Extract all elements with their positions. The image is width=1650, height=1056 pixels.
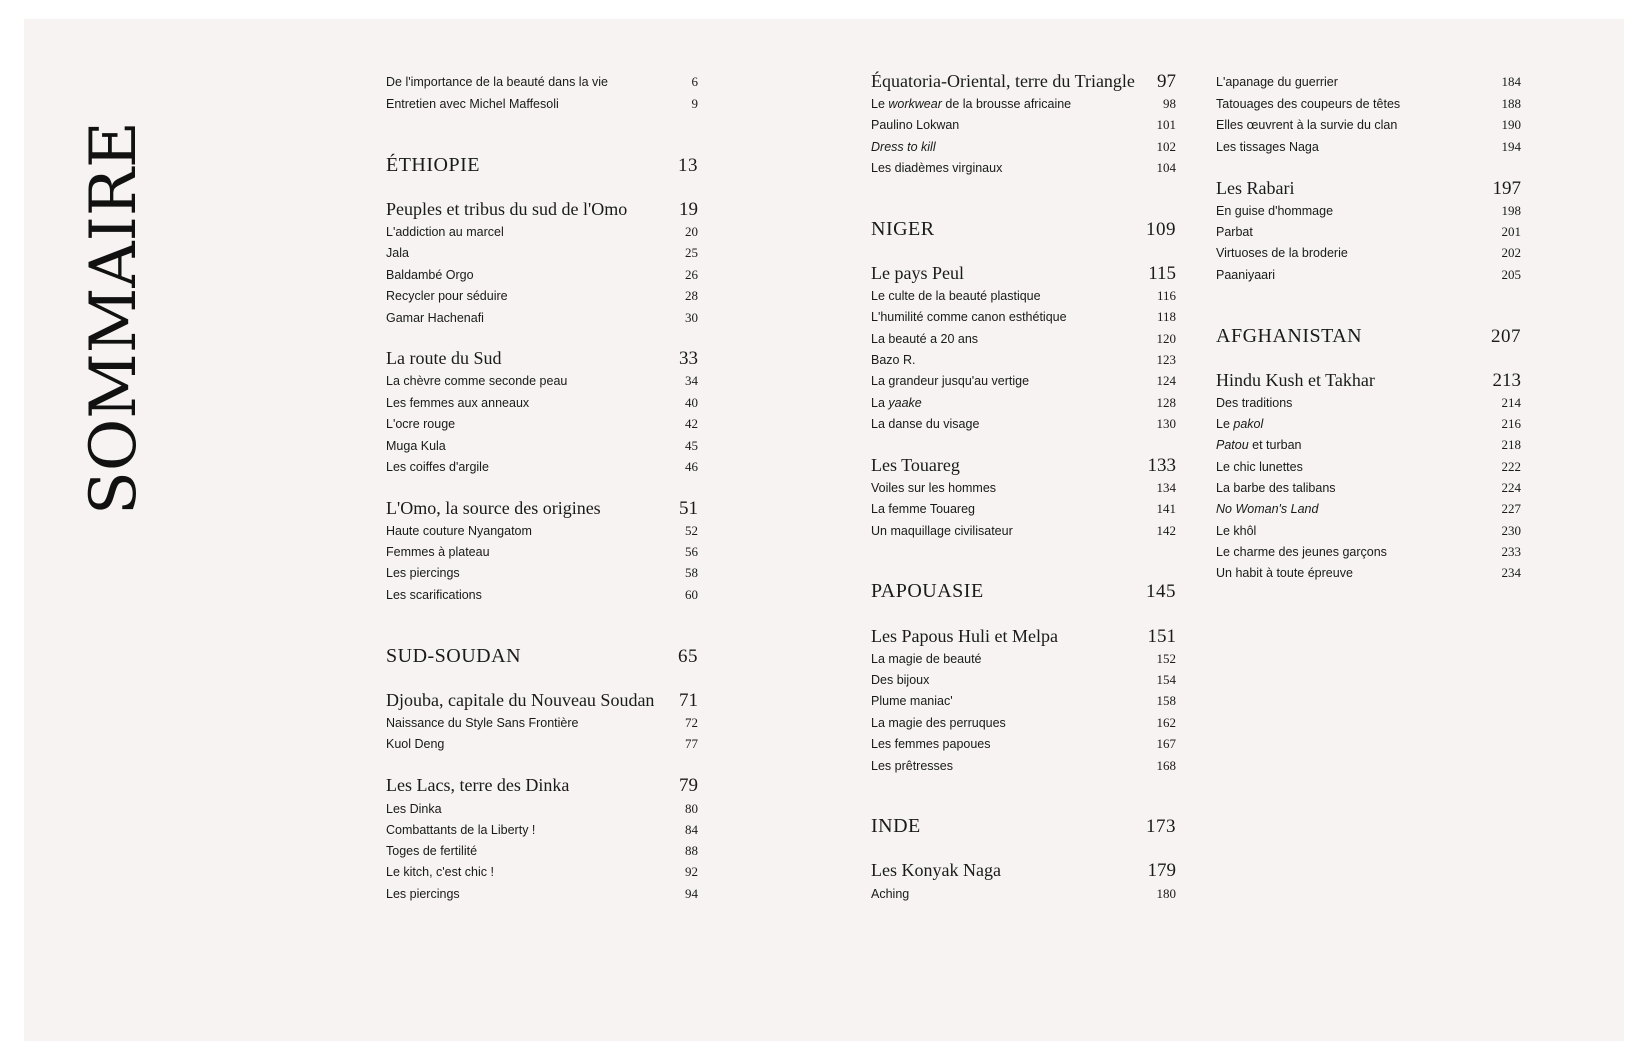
toc-entry-label: Les tissages Naga [1216, 140, 1319, 154]
toc-entry[interactable] [871, 714, 1176, 732]
toc-entry[interactable] [386, 522, 698, 540]
toc-page-number: 130 [1156, 416, 1176, 431]
toc-page-number: 190 [1501, 117, 1521, 132]
toc-entry[interactable] [386, 394, 698, 412]
toc-entry-label: Le kitch, c'est chic ! [386, 865, 494, 879]
toc-entry-label: Les Konyak Naga [871, 860, 1001, 880]
toc-page-number: 152 [1156, 651, 1176, 666]
toc-entry[interactable] [1216, 436, 1521, 454]
toc-entry[interactable] [871, 287, 1176, 305]
toc-page-number: 142 [1156, 523, 1176, 538]
toc-page-number: 84 [685, 822, 698, 837]
toc-page-number: 19 [679, 199, 698, 220]
toc-section-heading[interactable] [871, 624, 1176, 648]
toc-entry[interactable] [386, 863, 698, 881]
toc-entry-label: Hindu Kush et Takhar [1216, 370, 1375, 390]
toc-entry-label: Des traditions [1216, 396, 1293, 410]
toc-entry-label: Baldambé Orgo [386, 268, 474, 282]
toc-section-heading[interactable] [1216, 176, 1521, 200]
toc-entry[interactable] [1216, 415, 1521, 433]
toc-entry-label: La danse du visage [871, 417, 980, 431]
toc-entry-label: Recycler pour séduire [386, 289, 508, 303]
toc-entry-label: Djouba, capitale du Nouveau Soudan [386, 690, 655, 710]
toc-page-number: 88 [685, 843, 698, 858]
toc-entry[interactable] [386, 287, 698, 305]
toc-entry-label: PAPOUASIE [871, 580, 984, 602]
toc-page-number: 154 [1156, 672, 1176, 687]
toc-entry-label: En guise d'hommage [1216, 204, 1334, 218]
toc-page-number: 133 [1147, 455, 1176, 476]
toc-entry[interactable] [871, 415, 1176, 433]
toc-page-number: 72 [685, 715, 698, 730]
toc-column-1 [386, 0, 698, 1000]
toc-entry[interactable] [386, 842, 698, 860]
toc-entry[interactable] [1216, 95, 1521, 113]
toc-entry[interactable] [386, 586, 698, 604]
toc-entry[interactable] [386, 73, 698, 91]
toc-entry-label: La beauté a 20 ans [871, 332, 979, 346]
toc-country-heading[interactable] [871, 577, 1176, 605]
toc-page-number: 101 [1156, 117, 1176, 132]
toc-entry[interactable] [871, 351, 1176, 369]
toc-entry-label: Un maquillage civilisateur [871, 524, 1013, 538]
toc-entry-label: No Woman's Land [1216, 502, 1319, 516]
toc-country-heading[interactable] [871, 812, 1176, 840]
toc-entry-label: L'apanage du guerrier [1216, 75, 1338, 89]
toc-entry[interactable] [386, 372, 698, 390]
toc-entry-label: La yaake [871, 396, 922, 410]
toc-page-number: 40 [685, 395, 698, 410]
toc-page-number: 102 [1156, 139, 1176, 154]
toc-entry-label: ÉTHIOPIE [386, 154, 480, 176]
toc-entry-label: Voiles sur les hommes [871, 481, 997, 495]
toc-page-number: 184 [1501, 74, 1521, 89]
toc-entry-label: L'Omo, la source des origines [386, 498, 601, 518]
toc-entry[interactable] [1216, 138, 1521, 156]
toc-page-number: 52 [685, 523, 698, 538]
toc-page-number: 58 [685, 565, 698, 580]
toc-page-number: 60 [685, 587, 698, 602]
toc-page-number: 216 [1501, 416, 1521, 431]
toc-page-number: 33 [679, 348, 698, 369]
toc-section-heading[interactable] [871, 858, 1176, 882]
toc-page-number: 214 [1501, 395, 1521, 410]
toc-entry[interactable] [871, 479, 1176, 497]
toc-entry-label: Entretien avec Michel Maffesoli [386, 97, 559, 111]
toc-entry-label: La magie de beauté [871, 652, 982, 666]
toc-entry-label: L'humilité comme canon esthétique [871, 310, 1067, 324]
toc-entry-label: De l'importance de la beauté dans la vie [386, 75, 608, 89]
toc-entry[interactable] [386, 437, 698, 455]
toc-page-number: 25 [685, 245, 698, 260]
toc-page-number: 188 [1501, 96, 1521, 111]
toc-entry[interactable] [871, 372, 1176, 390]
toc-section-heading[interactable] [871, 453, 1176, 477]
toc-entry[interactable] [1216, 223, 1521, 241]
toc-page-number: 34 [685, 373, 698, 388]
toc-entry-label: Patou et turban [1216, 438, 1302, 452]
toc-page-number: 167 [1156, 736, 1176, 751]
toc-entry[interactable] [1216, 394, 1521, 412]
toc-entry-label: Dress to kill [871, 140, 936, 154]
toc-entry-label: La barbe des talibans [1216, 481, 1336, 495]
toc-page-number: 20 [685, 224, 698, 239]
toc-entry-label: La route du Sud [386, 348, 502, 368]
toc-entry-label: Jala [386, 246, 409, 260]
toc-page-number: 71 [679, 690, 698, 711]
toc-page-number: 79 [679, 775, 698, 796]
toc-page-number: 56 [685, 544, 698, 559]
toc-entry[interactable] [386, 735, 698, 753]
toc-entry-label: La femme Touareg [871, 502, 975, 516]
toc-page-number: 98 [1163, 96, 1176, 111]
toc-entry-label: Le chic lunettes [1216, 460, 1303, 474]
toc-entry[interactable] [1216, 202, 1521, 220]
toc-entry-label: Les piercings [386, 887, 460, 901]
toc-entry-label: Parbat [1216, 225, 1253, 239]
toc-entry[interactable] [871, 735, 1176, 753]
toc-page-number: 151 [1147, 626, 1176, 647]
toc-entry-label: Le khôl [1216, 524, 1257, 538]
toc-page-number: 97 [1157, 71, 1176, 92]
page-title: SOMMAIRE [77, 121, 151, 515]
toc-entry-label: SUD-SOUDAN [386, 645, 522, 667]
toc-page-number: 134 [1156, 480, 1176, 495]
toc-page-number: 30 [685, 310, 698, 325]
toc-page-number: 51 [679, 498, 698, 519]
toc-page-number: 115 [1148, 263, 1176, 284]
toc-entry[interactable] [871, 159, 1176, 177]
toc-entry-label: Les Papous Huli et Melpa [871, 626, 1058, 646]
toc-page-number: 116 [1156, 288, 1176, 303]
toc-entry-label: Les coiffes d'argile [386, 460, 489, 474]
toc-page-number: 45 [685, 438, 698, 453]
toc-entry-label: La grandeur jusqu'au vertige [871, 374, 1030, 388]
toc-entry[interactable] [386, 885, 698, 903]
toc-entry-label: Paulino Lokwan [871, 118, 960, 132]
toc-entry[interactable] [871, 116, 1176, 134]
toc-entry-label: Les scarifications [386, 588, 482, 602]
toc-page-number: 42 [685, 416, 698, 431]
toc-page-number: 234 [1501, 565, 1521, 580]
toc-page-number: 227 [1501, 501, 1521, 516]
toc-page-number: 198 [1501, 203, 1521, 218]
toc-page-number: 92 [685, 864, 698, 879]
toc-entry-label: Plume maniac' [871, 694, 953, 708]
toc-entry[interactable] [1216, 73, 1521, 91]
toc-entry-label: Les diadèmes virginaux [871, 161, 1003, 175]
toc-entry-label: Le pakol [1216, 417, 1264, 431]
toc-country-heading[interactable] [1216, 322, 1521, 350]
toc-section-heading[interactable] [386, 197, 698, 221]
toc-entry-label: Toges de fertilité [386, 844, 478, 858]
toc-column-3 [1216, 0, 1521, 1000]
toc-entry[interactable] [1216, 564, 1521, 582]
toc-page-number: 65 [678, 646, 698, 667]
toc-entry[interactable] [386, 415, 698, 433]
toc-entry[interactable] [871, 522, 1176, 540]
toc-page-number: 179 [1147, 860, 1176, 881]
toc-page-number: 173 [1146, 816, 1176, 837]
toc-page-number: 224 [1501, 480, 1521, 495]
toc-entry[interactable] [871, 138, 1176, 156]
toc-page-number: 94 [685, 886, 698, 901]
toc-entry-label: Elles œuvrent à la survie du clan [1216, 118, 1398, 132]
toc-entry-label: NIGER [871, 218, 935, 240]
toc-section-heading[interactable] [871, 69, 1176, 93]
toc-page-number: 145 [1146, 581, 1176, 602]
toc-entry-label: Les femmes aux anneaux [386, 396, 530, 410]
toc-page-number: 194 [1501, 139, 1521, 154]
toc-entry-label: Tatouages des coupeurs de têtes [1216, 97, 1401, 111]
toc-entry-label: La magie des perruques [871, 716, 1006, 730]
toc-entry[interactable] [386, 821, 698, 839]
toc-page-number: 28 [685, 288, 698, 303]
toc-entry-label: Paaniyaari [1216, 268, 1276, 282]
toc-entry[interactable] [1216, 458, 1521, 476]
toc-section-heading[interactable] [871, 261, 1176, 285]
toc-page-number: 13 [678, 155, 698, 176]
toc-page-number: 46 [685, 459, 698, 474]
toc-entry[interactable] [871, 330, 1176, 348]
toc-entry-label: L'addiction au marcel [386, 225, 504, 239]
toc-entry-label: Les Touareg [871, 455, 960, 475]
toc-page-number: 104 [1156, 160, 1176, 175]
toc-entry[interactable] [386, 564, 698, 582]
toc-page-number: 120 [1156, 331, 1176, 346]
toc-entry-label: Gamar Hachenafi [386, 311, 484, 325]
toc-page-number: 158 [1156, 693, 1176, 708]
toc-entry-label: Muga Kula [386, 439, 446, 453]
toc-page-number: 123 [1156, 352, 1176, 367]
toc-page-number: 218 [1501, 437, 1521, 452]
toc-entry[interactable] [386, 800, 698, 818]
toc-entry[interactable] [871, 394, 1176, 412]
toc-column-2 [871, 0, 1176, 1000]
toc-section-heading[interactable] [1216, 368, 1521, 392]
toc-page-number: 6 [691, 74, 698, 89]
toc-page-number: 162 [1156, 715, 1176, 730]
toc-entry[interactable] [871, 757, 1176, 775]
toc-entry-label: Équatoria-Oriental, terre du Triangle [871, 71, 1135, 91]
toc-section-heading[interactable] [386, 496, 698, 520]
toc-entry[interactable] [871, 650, 1176, 668]
toc-page-number: 26 [685, 267, 698, 282]
toc-country-heading[interactable] [871, 215, 1176, 243]
toc-entry-label: La chèvre comme seconde peau [386, 374, 568, 388]
toc-entry[interactable] [386, 309, 698, 327]
toc-entry-label: Kuol Deng [386, 737, 445, 751]
toc-entry-label: Les prêtresses [871, 759, 953, 773]
toc-page-number: 202 [1501, 245, 1521, 260]
toc-page-number: 80 [685, 801, 698, 816]
toc-entry[interactable] [871, 308, 1176, 326]
toc-entry-label: Haute couture Nyangatom [386, 524, 532, 538]
toc-entry[interactable] [386, 223, 698, 241]
toc-page-number: 233 [1501, 544, 1521, 559]
toc-page-number: 109 [1146, 219, 1176, 240]
toc-page-number: 205 [1501, 267, 1521, 282]
toc-entry[interactable] [871, 500, 1176, 518]
toc-page-number: 207 [1491, 326, 1521, 347]
toc-entry[interactable] [1216, 522, 1521, 540]
toc-entry[interactable] [871, 885, 1176, 903]
toc-entry-label: Bazo R. [871, 353, 916, 367]
toc-page-number: 77 [685, 736, 698, 751]
toc-page-number: 128 [1156, 395, 1176, 410]
toc-section-heading[interactable] [386, 773, 698, 797]
toc-entry[interactable] [386, 266, 698, 284]
toc-entry[interactable] [1216, 500, 1521, 518]
toc-page-number: 168 [1156, 758, 1176, 773]
toc-page-number: 124 [1156, 373, 1176, 388]
toc-entry[interactable] [386, 714, 698, 732]
toc-entry-label: Les piercings [386, 566, 460, 580]
toc-entry[interactable] [386, 95, 698, 113]
toc-entry-label: Les Rabari [1216, 178, 1295, 198]
toc-entry-label: Le pays Peul [871, 263, 964, 283]
toc-entry[interactable] [1216, 266, 1521, 284]
toc-entry-label: Peuples et tribus du sud de l'Omo [386, 199, 628, 219]
toc-entry-label: INDE [871, 815, 921, 837]
toc-page-number: 9 [691, 96, 698, 111]
toc-entry[interactable] [1216, 116, 1521, 134]
toc-entry-label: Le charme des jeunes garçons [1216, 545, 1387, 559]
toc-page-number: 213 [1492, 370, 1521, 391]
toc-page-number: 141 [1156, 501, 1176, 516]
toc-page-number: 230 [1501, 523, 1521, 538]
toc-entry-label: Femmes à plateau [386, 545, 490, 559]
toc-entry[interactable] [871, 95, 1176, 113]
toc-entry[interactable] [386, 458, 698, 476]
toc-entry-label: Un habit à toute épreuve [1216, 566, 1353, 580]
toc-entry[interactable] [386, 543, 698, 561]
toc-entry[interactable] [871, 671, 1176, 689]
toc-entry-label: Naissance du Style Sans Frontière [386, 716, 579, 730]
toc-page-number: 222 [1501, 459, 1521, 474]
toc-entry-label: Les Lacs, terre des Dinka [386, 775, 570, 795]
toc-entry[interactable] [386, 244, 698, 262]
toc-entry-label: Des bijoux [871, 673, 930, 687]
toc-entry-label: Les femmes papoues [871, 737, 991, 751]
toc-entry-label: L'ocre rouge [386, 417, 456, 431]
toc-entry-label: Le culte de la beauté plastique [871, 289, 1041, 303]
toc-section-heading[interactable] [386, 346, 698, 370]
toc-entry-label: Virtuoses de la broderie [1216, 246, 1348, 260]
toc-entry-label: Aching [871, 887, 910, 901]
toc-country-heading[interactable] [386, 151, 698, 179]
toc-section-heading[interactable] [386, 688, 698, 712]
toc-page-number: 201 [1501, 224, 1521, 239]
toc-page-number: 180 [1156, 886, 1176, 901]
toc-page-number: 118 [1156, 309, 1176, 324]
toc-entry[interactable] [1216, 479, 1521, 497]
toc-entry-label: AFGHANISTAN [1216, 325, 1363, 347]
toc-entry-label: Les Dinka [386, 802, 442, 816]
toc-country-heading[interactable] [386, 642, 698, 670]
toc-page-number: 197 [1492, 178, 1521, 199]
toc-entry-label: Le workwear de la brousse africaine [871, 97, 1072, 111]
toc-entry[interactable] [871, 692, 1176, 710]
toc-entry-label: Combattants de la Liberty ! [386, 823, 536, 837]
toc-entry[interactable] [1216, 244, 1521, 262]
toc-entry[interactable] [1216, 543, 1521, 561]
